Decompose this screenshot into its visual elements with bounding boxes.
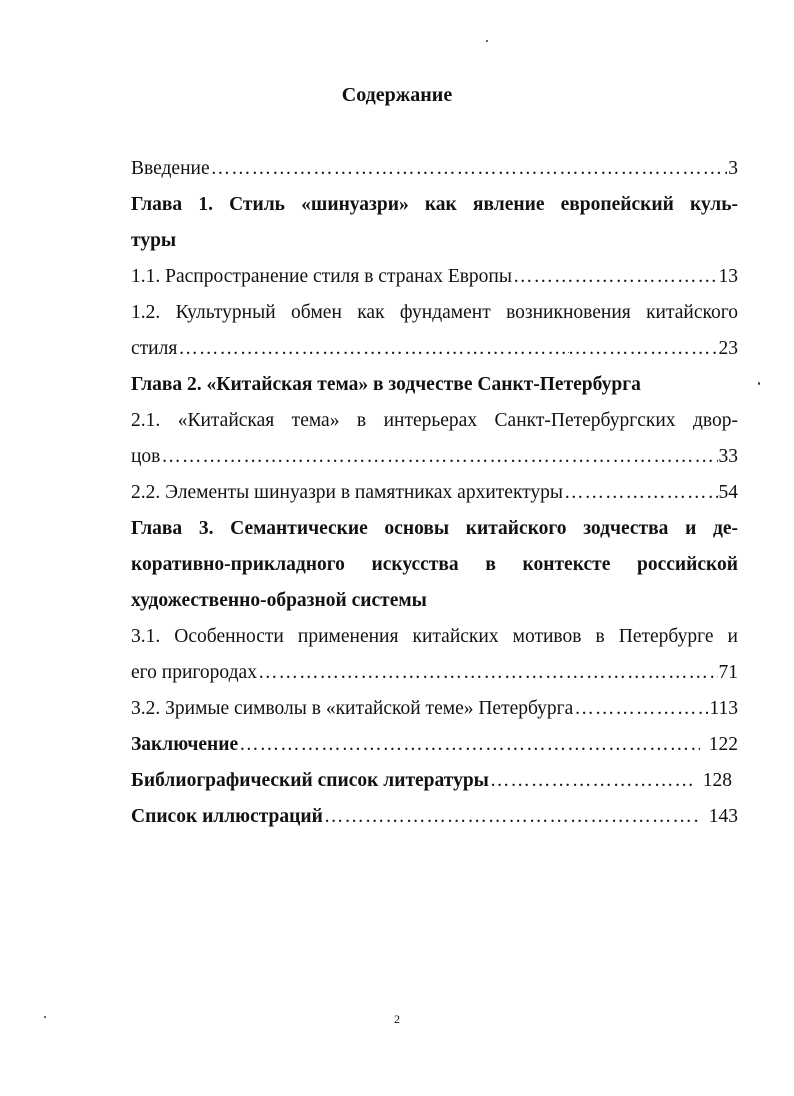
toc-entry-text: 1.1. Распространение стиля в странах Европы <box>131 266 512 287</box>
toc-entry-text: Список иллюстраций <box>131 806 323 827</box>
toc-leader-dots <box>513 259 718 295</box>
toc-entry-2-1 <box>131 439 738 475</box>
toc-leader-dots <box>161 439 717 475</box>
scan-speck <box>486 40 488 42</box>
toc-chapter-1-heading-cont: туры <box>131 230 177 251</box>
toc-leader-dots <box>178 331 717 367</box>
toc-entry-page: 71 <box>718 662 738 683</box>
toc-chapter-1-heading: Глава 1. Стиль «шинуазри» как явление европейский куль- <box>131 194 738 215</box>
toc-entry-text: 2.2. Элементы шинуазри в памятниках архитектуры <box>131 482 564 503</box>
toc-entry-text: Введение <box>131 158 210 179</box>
toc-entry-page: 113 <box>709 698 738 719</box>
toc-entry-page: 33 <box>718 446 738 467</box>
toc-entry-text: стиля <box>131 338 178 359</box>
table-of-contents <box>131 151 738 835</box>
toc-chapter-3-heading-cont: коративно-прикладного искусства в контексте российской <box>131 554 738 575</box>
toc-entry-page: 122 <box>708 734 738 755</box>
toc-entry-1-2 <box>131 331 738 367</box>
toc-entry-page: 23 <box>718 338 738 359</box>
page-number: 2 <box>394 1012 400 1026</box>
toc-entry-bibliography <box>131 763 738 799</box>
page-title: Содержание <box>341 84 453 106</box>
toc-leader-dots <box>211 151 728 187</box>
scan-speck <box>758 382 760 385</box>
toc-entry-page: 143 <box>708 806 738 827</box>
toc-chapter-3-heading: Глава 3. Семантические основы китайского зодчества и де- <box>131 518 738 539</box>
toc-entry-2-1-line1: 2.1. «Китайская тема» в интерьерах Санкт-Петербургских двор- <box>131 410 738 431</box>
toc-entry-text: Заключение <box>131 734 239 755</box>
scan-speck <box>44 1016 46 1018</box>
toc-entry-illustrations <box>131 799 738 835</box>
toc-leader-dots <box>564 475 717 511</box>
toc-entry-conclusion <box>131 727 738 763</box>
toc-entry-text: его пригородах <box>131 662 257 683</box>
toc-entry-introduction <box>131 151 738 187</box>
toc-entry-3-1-line1: 3.1. Особенности применения китайских мотивов в Петербурге и <box>131 626 738 647</box>
toc-entry-2-2 <box>131 475 738 511</box>
toc-entry-3-1 <box>131 655 738 691</box>
toc-entry-1-2-line1: 1.2. Культурный обмен как фундамент возникновения китайского <box>131 302 738 323</box>
toc-leader-dots <box>324 799 700 835</box>
toc-entry-1-1 <box>131 259 738 295</box>
toc-leader-dots <box>574 691 708 727</box>
toc-leader-dots <box>239 727 700 763</box>
toc-entry-page: 128 <box>702 770 732 791</box>
toc-entry-page: 54 <box>718 482 738 503</box>
toc-entry-3-2 <box>131 691 738 727</box>
toc-leader-dots <box>258 655 718 691</box>
toc-entry-text: Библиографический список литературы <box>131 770 489 791</box>
toc-entry-text: 3.2. Зримые символы в «китайской теме» Петербурга <box>131 698 574 719</box>
toc-leader-dots <box>490 763 694 799</box>
scan-speck <box>568 352 569 353</box>
toc-entry-text: цов <box>131 446 161 467</box>
toc-entry-page: 13 <box>718 266 738 287</box>
toc-chapter-2-heading: Глава 2. «Китайская тема» в зодчестве Санкт-Петербурга <box>131 374 641 395</box>
toc-entry-page: 3 <box>728 158 738 179</box>
toc-chapter-3-heading-cont2: художественно-образной системы <box>131 590 427 611</box>
